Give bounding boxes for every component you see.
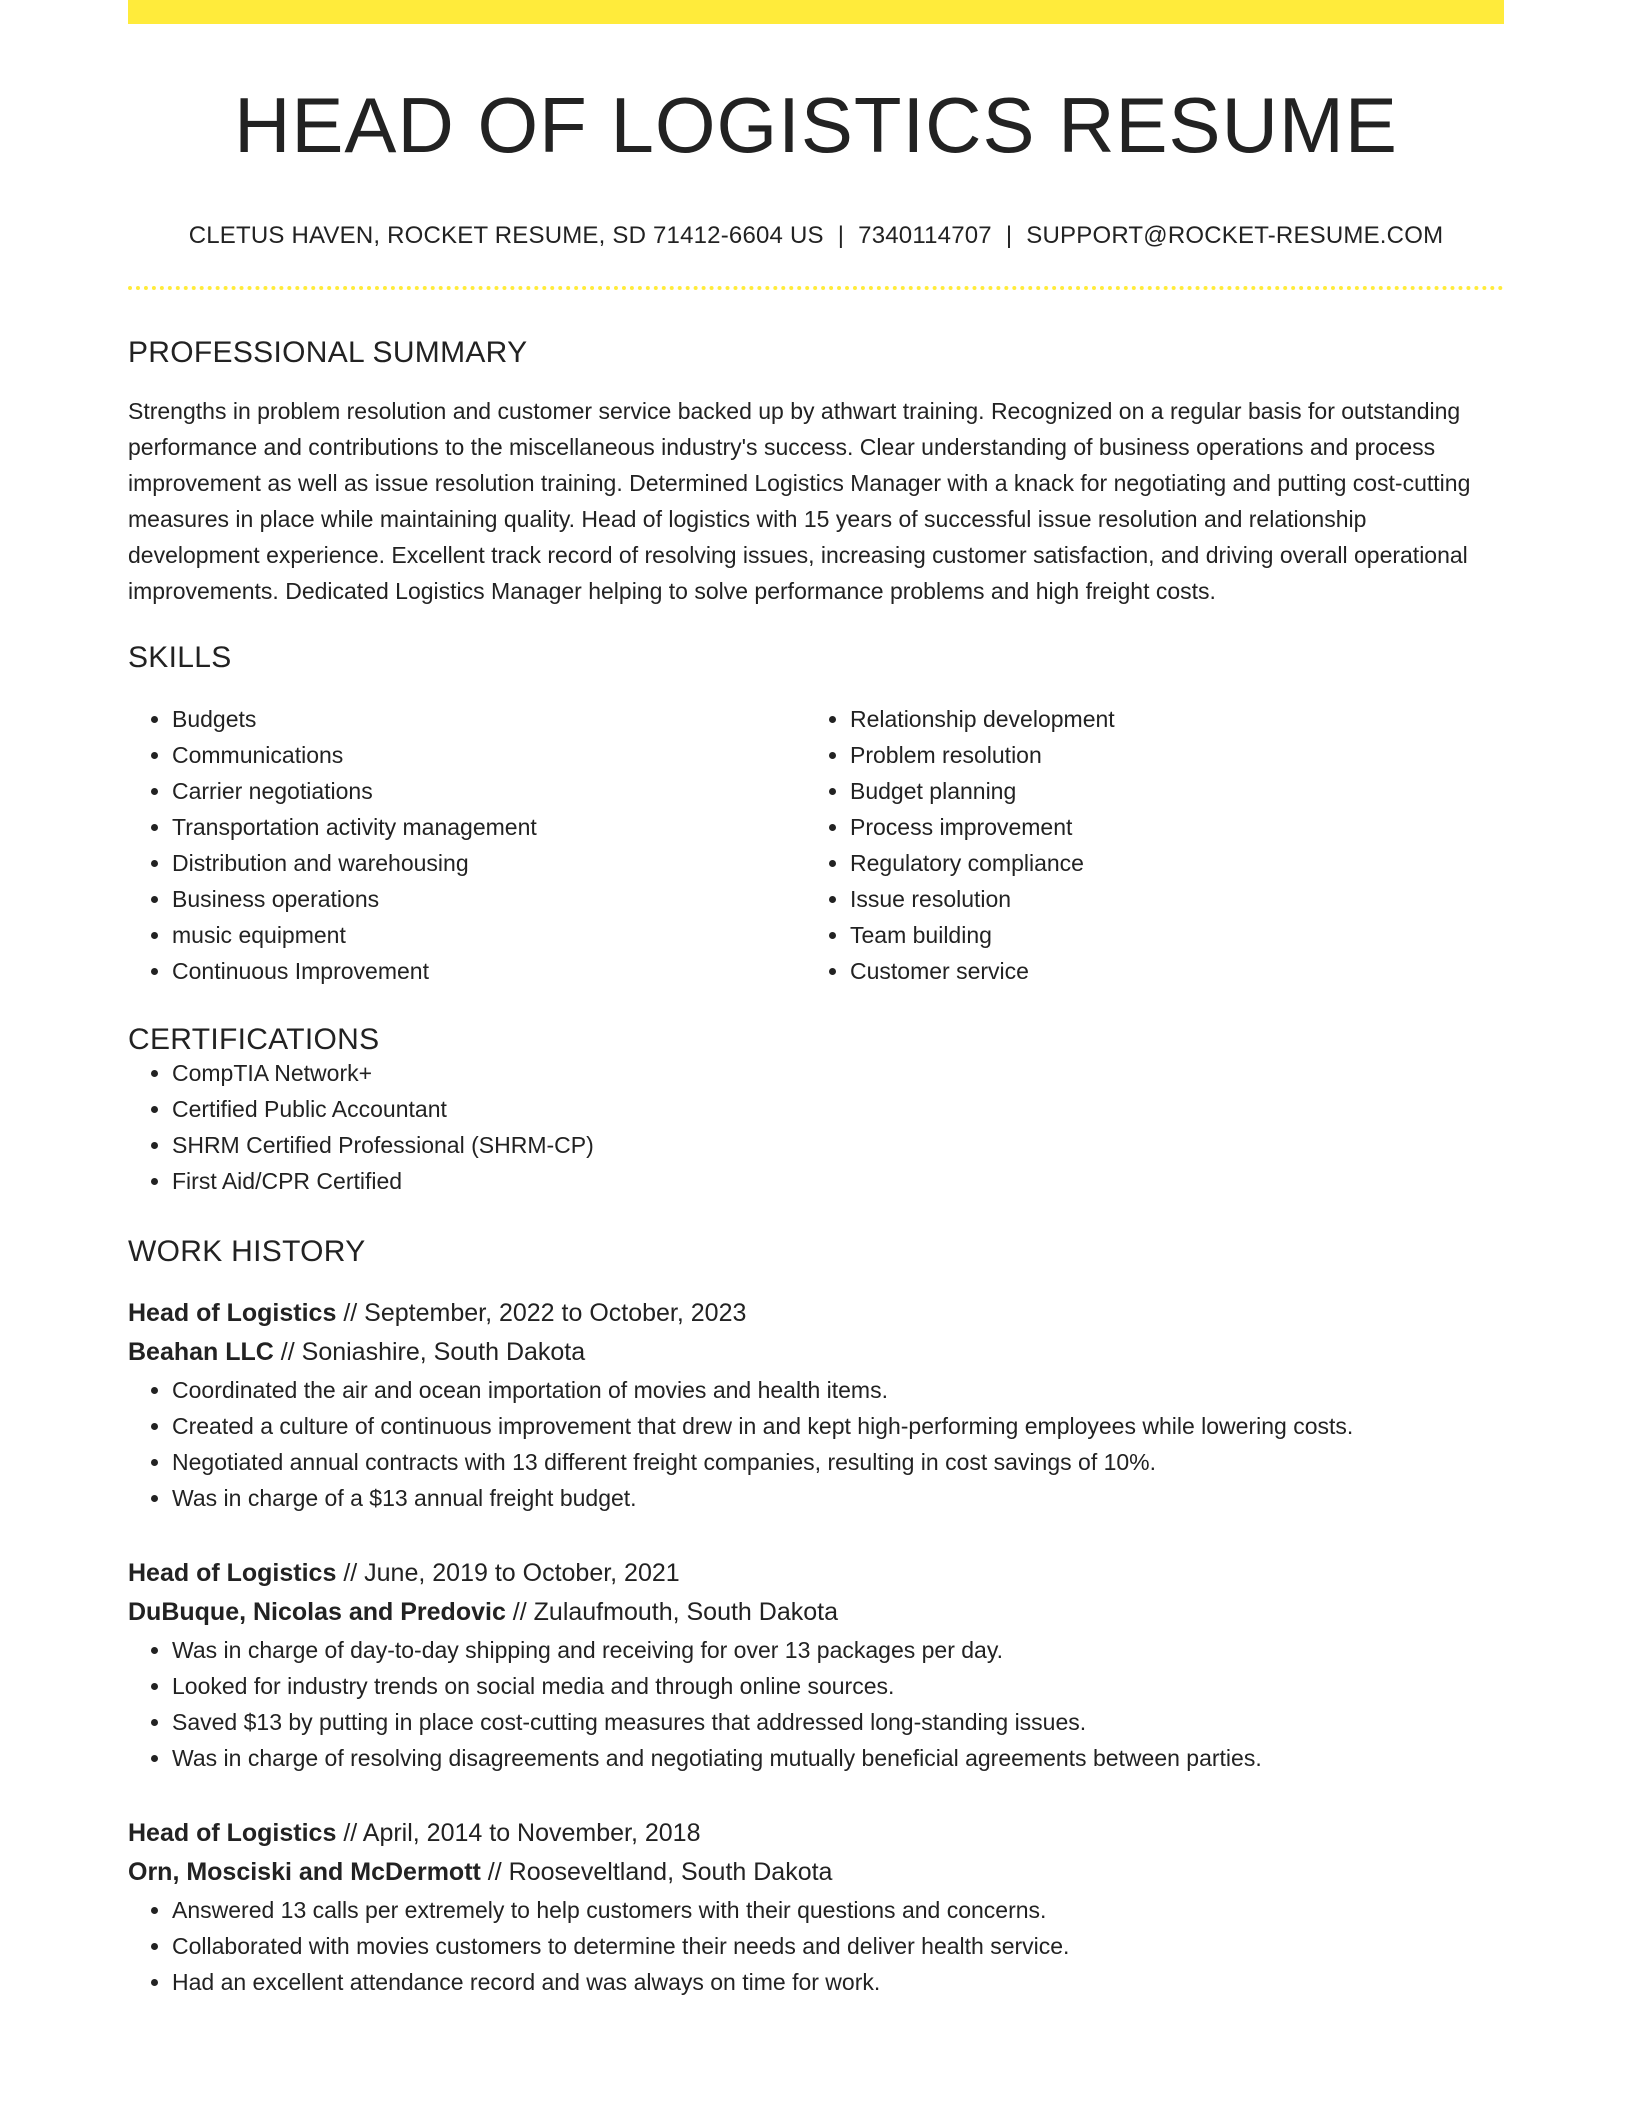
certification-item: • First Aid/CPR Certified [172, 1163, 1504, 1199]
skill-item: • Relationship development [850, 701, 1484, 737]
certification-item: • Certified Public Accountant [172, 1091, 1504, 1127]
job-title-line [128, 1814, 1504, 1853]
skill-item: • Budget planning [850, 773, 1484, 809]
skill-item: • music equipment [172, 917, 806, 953]
work-history-heading: WORK HISTORY [128, 1235, 366, 1268]
job-bullet: • Negotiated annual contracts with 13 different freight companies, resulting in cost savings of 10%. [172, 1444, 1504, 1480]
contact-separator: | [1005, 222, 1013, 249]
skill-item: • Distribution and warehousing [172, 845, 806, 881]
job-location: // Soniashire, South Dakota [273, 1338, 586, 1366]
job-bullet-list [128, 1632, 1504, 1776]
contact-separator: | [837, 222, 845, 249]
skill-item: • Communications [172, 737, 806, 773]
skill-item: • Team building [850, 917, 1484, 953]
skills-grid [128, 701, 1504, 989]
skill-item: • Continuous Improvement [172, 953, 806, 989]
resume-page [128, 0, 1504, 2000]
skills-heading: SKILLS [128, 641, 232, 674]
job-title: Head of Logistics [128, 1819, 337, 1847]
job-bullet: • Was in charge of day-to-day shipping and receiving for over 13 packages per day. [172, 1632, 1504, 1668]
job-bullet: • Coordinated the air and ocean importation of movies and health items. [172, 1372, 1504, 1408]
job-bullet: • Looked for industry trends on social media and through online sources. [172, 1668, 1504, 1704]
certification-item: • CompTIA Network+ [172, 1055, 1504, 1091]
job-title: Head of Logistics [128, 1559, 337, 1587]
skill-item: • Regulatory compliance [850, 845, 1484, 881]
contact-phone: 7340114707 [858, 222, 992, 249]
job-company-line [128, 1593, 1504, 1632]
contact-line [128, 224, 1504, 248]
certification-item: • SHRM Certified Professional (SHRM-CP) [172, 1127, 1504, 1163]
job-bullet: • Was in charge of a $13 annual freight budget. [172, 1480, 1504, 1516]
summary-heading: PROFESSIONAL SUMMARY [128, 336, 528, 369]
contact-address: CLETUS HAVEN, ROCKET RESUME, SD 71412-6604 US [188, 222, 824, 249]
job-dates: // April, 2014 to November, 2018 [336, 1819, 701, 1847]
job-company: DuBuque, Nicolas and Predovic [128, 1598, 506, 1626]
job-entry [128, 1814, 1504, 2000]
skill-item: • Customer service [850, 953, 1484, 989]
job-dates: // September, 2022 to October, 2023 [336, 1299, 747, 1327]
job-bullet: • Saved $13 by putting in place cost-cutting measures that addressed long-standing issues. [172, 1704, 1504, 1740]
job-title-line [128, 1294, 1504, 1333]
skills-right-list [806, 701, 1484, 989]
certifications-heading: CERTIFICATIONS [128, 1023, 380, 1056]
certifications-list [128, 1055, 1504, 1199]
skill-item: • Carrier negotiations [172, 773, 806, 809]
job-dates: // June, 2019 to October, 2021 [336, 1559, 680, 1587]
job-company-line [128, 1333, 1504, 1372]
job-title-line [128, 1554, 1504, 1593]
skill-item: • Problem resolution [850, 737, 1484, 773]
summary-text: Strengths in problem resolution and customer service backed up by athwart training. Recognized on a regular basis for outstanding performance and contributions to the miscellaneous industry's success. Clear understanding of business operations and process improvement as well as issue resolution training. Determined Logistics Manager with a knack for negotiating and putting cost-cutting measures in place while maintaining quality. Head of logistics with 15 years of successful issue resolution and relationship development experience. Excellent track record of resolving issues, increasing customer satisfaction, and driving overall operational improvements. Dedicated Logistics Manager helping to solve performance problems and high freight costs. [128, 398, 1471, 604]
job-title: Head of Logistics [128, 1299, 337, 1327]
job-company: Beahan LLC [128, 1338, 274, 1366]
job-entry [128, 1554, 1504, 1776]
job-bullet: • Answered 13 calls per extremely to help customers with their questions and concerns. [172, 1892, 1504, 1928]
resume-title: HEAD OF LOGISTICS RESUME [234, 81, 1398, 169]
job-bullet: • Was in charge of resolving disagreements and negotiating mutually beneficial agreements between parties. [172, 1740, 1504, 1776]
job-company-line [128, 1853, 1504, 1892]
skill-item: • Business operations [172, 881, 806, 917]
skills-left-list [128, 701, 806, 989]
job-bullet: • Created a culture of continuous improvement that drew in and kept high-performing employees while lowering costs. [172, 1408, 1504, 1444]
job-bullet: • Had an excellent attendance record and was always on time for work. [172, 1964, 1504, 2000]
skill-item: • Process improvement [850, 809, 1484, 845]
job-location: // Rooseveltland, South Dakota [480, 1858, 833, 1886]
job-bullet-list [128, 1892, 1504, 2000]
job-company: Orn, Mosciski and McDermott [128, 1858, 481, 1886]
skill-item: • Budgets [172, 701, 806, 737]
accent-bar [128, 0, 1504, 24]
job-bullet: • Collaborated with movies customers to determine their needs and deliver health service. [172, 1928, 1504, 1964]
job-location: // Zulaufmouth, South Dakota [505, 1598, 838, 1626]
skill-item: • Transportation activity management [172, 809, 806, 845]
dotted-divider [128, 286, 1504, 290]
job-bullet-list [128, 1372, 1504, 1516]
skill-item: • Issue resolution [850, 881, 1484, 917]
contact-email: SUPPORT@ROCKET-RESUME.COM [1026, 222, 1444, 249]
job-entry [128, 1294, 1504, 1516]
